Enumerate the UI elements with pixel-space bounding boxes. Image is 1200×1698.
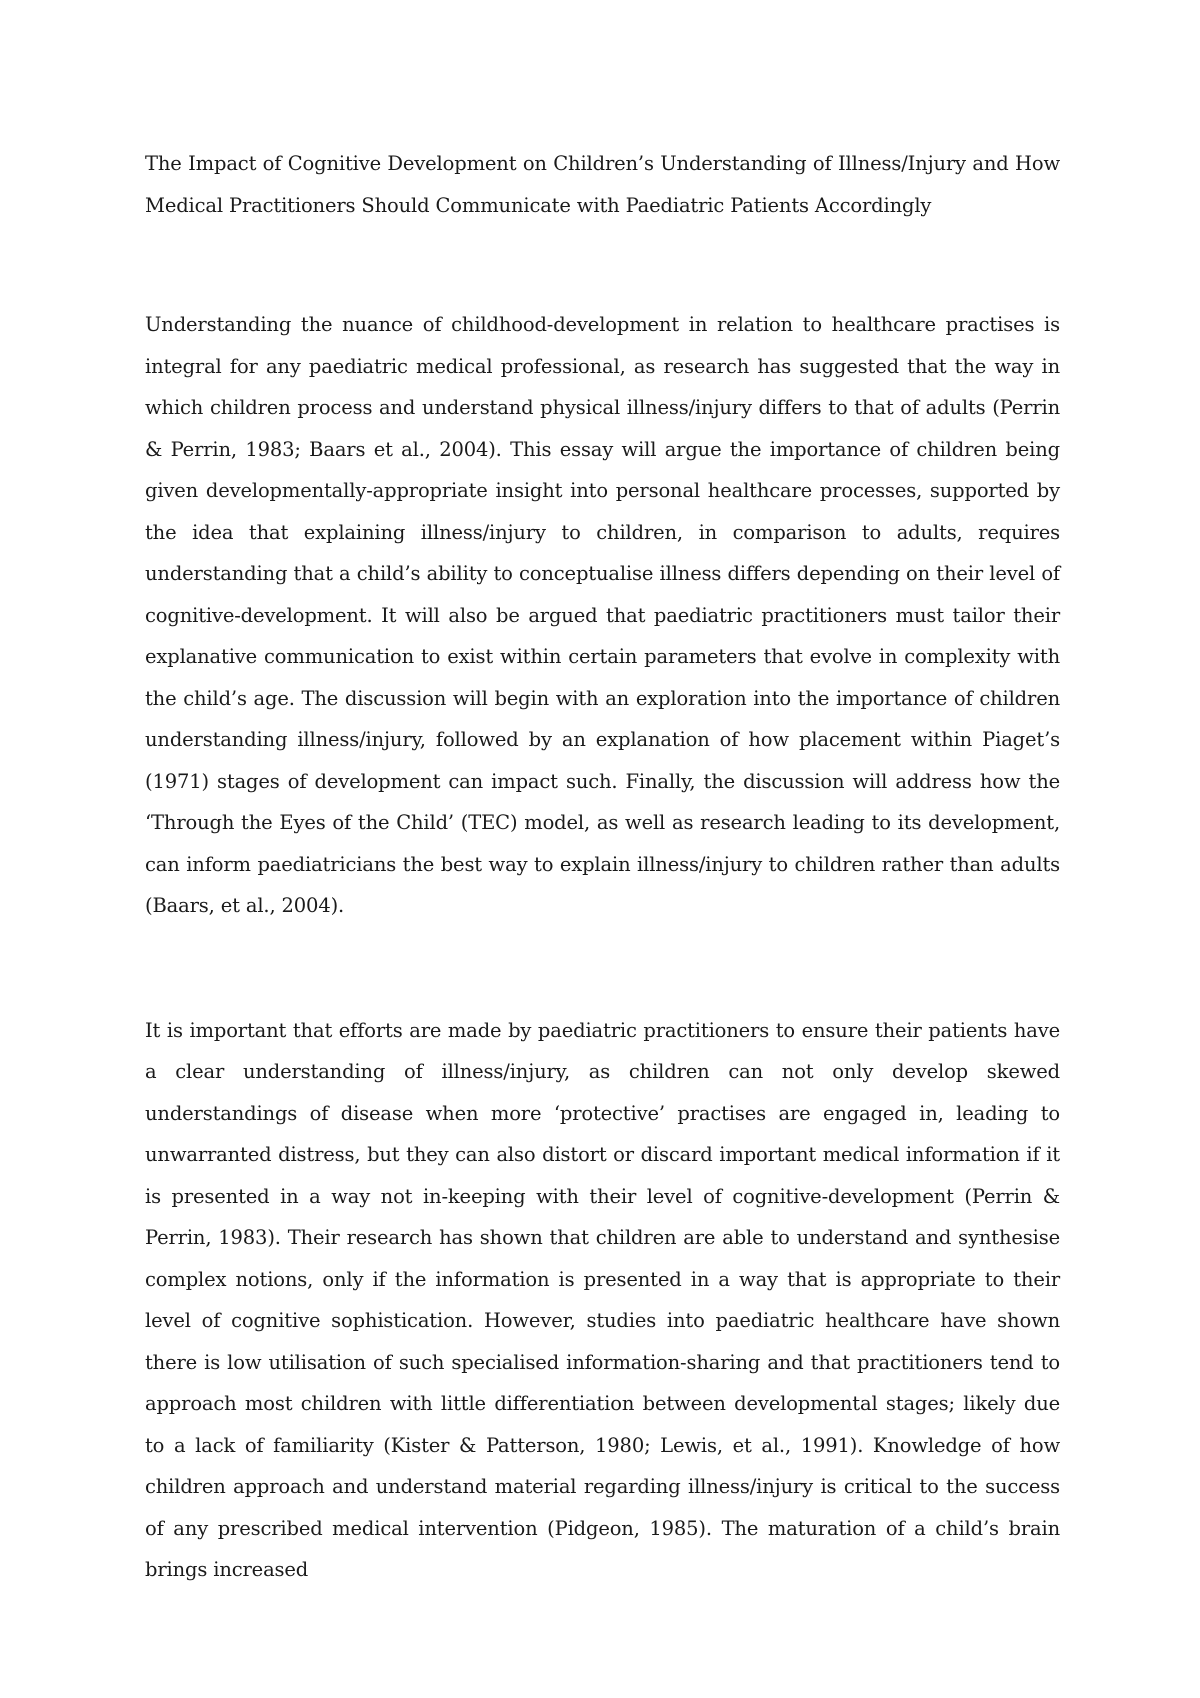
paragraph-importance: It is important that efforts are made by paediatric practitioners to ensure their patients have a clear understanding of illness/injury, as children can not only develop skewed understandings of disease when more ‘protective’ practises are engaged in, leading to unwarranted distress, but they can also distort or discard important medical information if it is presented in a way not in-keeping with their level of cognitive-development (Perrin & Perrin, 1983). Their research has shown that children are able to understand and synthesise complex notions, only if the information is presented in a way that is appropriate to their level of cognitive sophistication. However, studies into paediatric healthcare have shown there is low utilisation of such specialised information-sharing and that practitioners tend to approach most children with little differentiation between developmental stages; likely due to a lack of familiarity (Kister & Patterson, 1980; Lewis, et al., 1991). Knowledge of how children approach and understand material regarding illness/injury is critical to the success of any prescribed medical intervention (Pidgeon, 1985). The maturation of a child’s brain brings increased (145, 1018, 1060, 1581)
paragraph-introduction: Understanding the nuance of childhood-development in relation to healthcare practises is integral for any paediatric medical professional, as research has suggested that the way in which children process and understand physical illness/injury differs to that of adults (Perrin & Perrin, 1983; Baars et al., 2004). This essay will argue the importance of children being given developmentally-appropriate insight into personal healthcare processes, supported by the idea that explaining illness/injury to children, in comparison to adults, requires understanding that a child’s ability to conceptualise illness differs depending on their level of cognitive-development. It will also be argued that paediatric practitioners must tailor their explanative communication to exist within certain parameters that evolve in complexity with the child’s age. The discussion will begin with an exploration into the importance of children understanding illness/injury, followed by an explanation of how placement within Piaget’s (1971) stages of development can impact such. Finally, the discussion will address how the ‘Through the Eyes of the Child’ (TEC) model, as well as research leading to its development, can inform paediatricians the best way to explain illness/injury to children rather than adults (Baars, et al., 2004). (145, 313, 1060, 917)
document-body (145, 143, 1060, 1591)
document-title: The Impact of Cognitive Development on Children’s Understanding of Illness/Injury and How Medical Practitioners Should Communicate with Paediatric Patients Accordingly (145, 152, 1060, 217)
